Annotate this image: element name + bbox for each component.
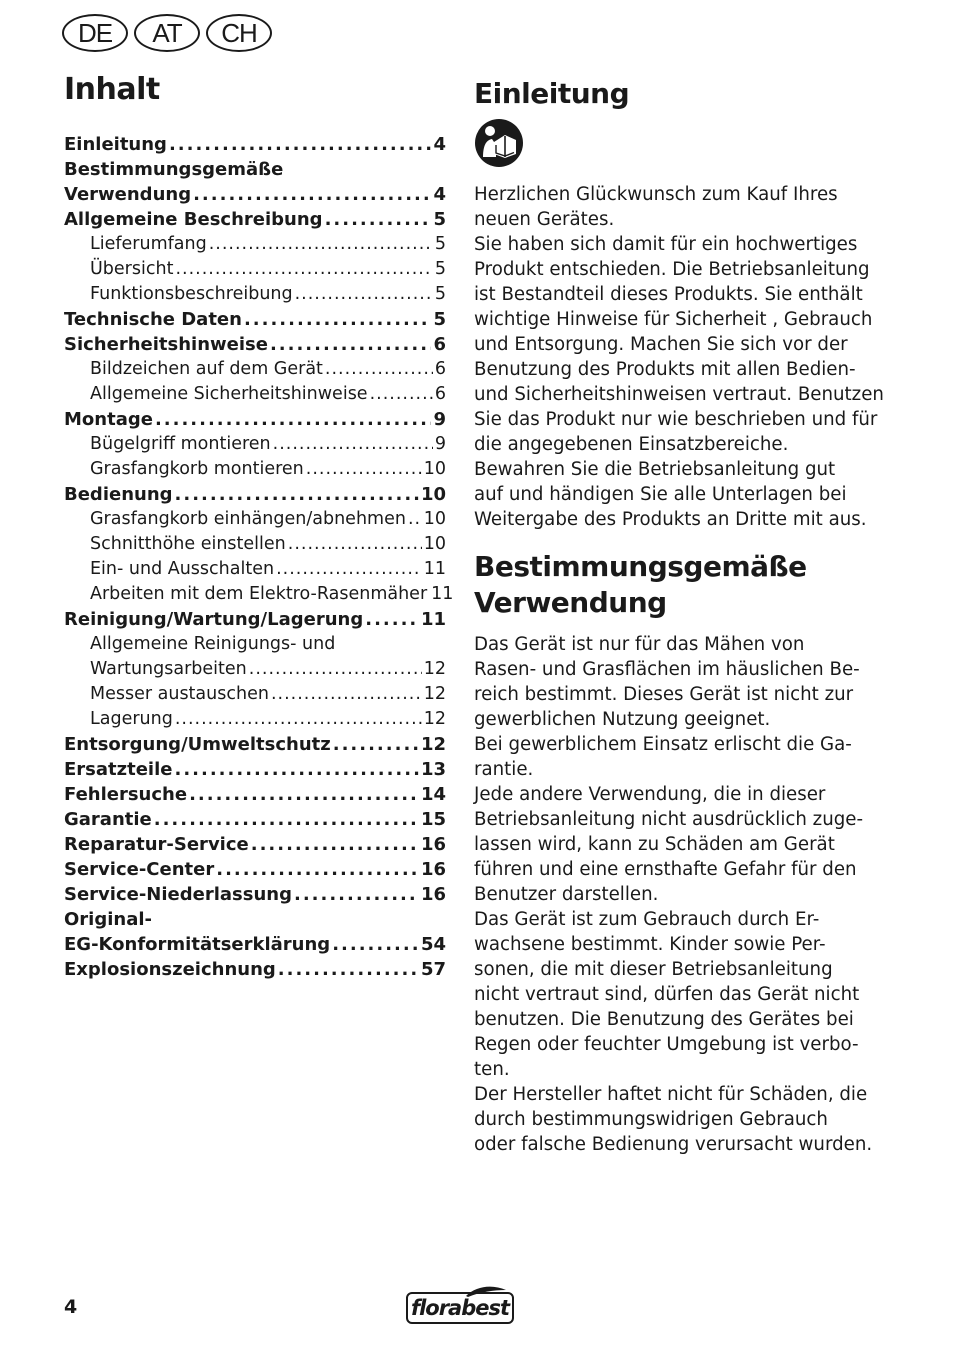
toc-entry-page: 54	[420, 934, 446, 955]
toc-entry-label: Wartungsarbeiten	[90, 659, 247, 679]
country-badge-at: AT	[134, 14, 200, 52]
brand-logo	[406, 1284, 516, 1326]
toc-entry-leader	[249, 657, 422, 682]
toc-entry-label: Funktionsbeschreibung	[90, 284, 293, 304]
toc-entry-leader	[175, 257, 432, 282]
toc-entry-label: Entsorgung/Umweltschutz	[64, 734, 331, 755]
toc-entry	[64, 382, 446, 407]
toc-entry	[64, 957, 446, 982]
toc-entry-leader	[306, 457, 422, 482]
text-line: Bewahren Sie die Betriebsanleitung gut	[474, 459, 836, 480]
text-line: lassen wird, kann zu Schäden am Gerät	[474, 834, 835, 855]
text-line: führen und eine ernsthafte Gefahr für den	[474, 859, 857, 880]
toc-entry	[64, 482, 446, 507]
text-line: nicht vertraut sind, dürfen das Gerät nicht	[474, 984, 860, 1005]
toc-entry	[64, 132, 446, 157]
toc-entry-leader	[193, 182, 431, 207]
text-line: wichtige Hinweise für Sicherheit , Gebrauch	[474, 309, 873, 330]
toc-entry-page: 5	[434, 234, 446, 254]
text-line: Regen oder feuchter Umgebung ist verbo-	[474, 1034, 859, 1055]
toc-entry-page: 5	[434, 284, 446, 304]
toc-entry-page: 12	[420, 734, 446, 755]
toc-entry-label: Grasfangkorb einhängen/abnehmen	[90, 509, 406, 529]
text-line: die angegebenen Einsatzbereiche.	[474, 434, 789, 455]
toc-entry-label: Sicherheitshinweise	[64, 334, 268, 355]
toc-entry-page: 10	[423, 459, 446, 479]
toc-entry	[64, 507, 446, 532]
toc-entry-page: 14	[420, 784, 446, 805]
text-line: neuen Gerätes.	[474, 209, 615, 230]
toc-entry	[64, 282, 446, 307]
toc-entry-page: 9	[433, 409, 446, 430]
toc-entry-label: Lieferumfang	[90, 234, 207, 254]
intended-use-heading-line1: Bestimmungsgemäße	[474, 550, 807, 583]
toc-entry-label: Original-	[64, 909, 153, 930]
toc-entry	[64, 457, 446, 482]
toc-entry-page: 4	[433, 134, 446, 155]
toc-entry	[64, 807, 446, 832]
text-line: Benutzung des Produkts mit allen Bedien-	[474, 359, 856, 380]
toc-entry-label: Grasfangkorb montieren	[90, 459, 304, 479]
toc-entry-label: Verwendung	[64, 184, 192, 205]
toc-entry	[64, 332, 446, 357]
text-line: durch bestimmungswidrigen Gebrauch	[474, 1109, 828, 1130]
toc-entry	[64, 432, 446, 457]
toc-entry	[64, 532, 446, 557]
toc-entry-leader	[273, 432, 433, 457]
toc-entry	[64, 707, 446, 732]
text-line: und Sicherheitshinweisen vertraut. Benutzen	[474, 384, 884, 405]
intro-heading: Einleitung	[474, 77, 630, 110]
toc-entry-page: 5	[433, 309, 446, 330]
toc-entry-leader	[154, 807, 419, 832]
toc-entry-leader	[251, 832, 419, 857]
toc-entry-leader	[189, 782, 419, 807]
toc-entry-leader	[294, 882, 419, 907]
toc-entry-page: 6	[433, 334, 446, 355]
text-line: Das Gerät ist zum Gebrauch durch Er-	[474, 909, 820, 930]
toc-entry	[64, 157, 446, 182]
toc-entry-leader	[295, 282, 433, 307]
text-line: Betriebsanleitung nicht ausdrücklich zuge-	[474, 809, 864, 830]
toc-entry	[64, 782, 446, 807]
toc-entry-page: 6	[434, 359, 446, 379]
toc-entry-label: Montage	[64, 409, 153, 430]
toc-entry	[64, 232, 446, 257]
country-badge-de: DE	[62, 14, 128, 52]
toc-entry-page: 11	[420, 609, 446, 630]
toc-entry-label: Technische Daten	[64, 309, 242, 330]
toc-entry	[64, 557, 446, 582]
toc-entry-page: 16	[420, 859, 446, 880]
text-line: Der Hersteller haftet nicht für Schäden, die	[474, 1084, 868, 1105]
text-line: Produkt entschieden. Die Betriebsanleitung	[474, 259, 870, 280]
toc-entry-leader	[365, 607, 419, 632]
toc-entry-label: Reinigung/Wartung/Lagerung	[64, 609, 364, 630]
text-line: Benutzer darstellen.	[474, 884, 659, 905]
toc-entry-page: 9	[434, 434, 446, 454]
toc-entry-label: Lagerung	[90, 709, 173, 729]
read-manual-icon	[474, 118, 524, 168]
toc-entry-page: 10	[423, 509, 446, 529]
toc-entry-leader	[370, 382, 433, 407]
text-line: benutzen. Die Benutzung des Gerätes bei	[474, 1009, 854, 1030]
toc-entry	[64, 907, 446, 932]
toc-entry-label: Bestimmungsgemäße	[64, 159, 284, 180]
toc-entry-leader	[325, 207, 432, 232]
toc-entry-label: Fehlersuche	[64, 784, 188, 805]
toc-entry-leader	[175, 707, 422, 732]
toc-entry-leader	[271, 682, 422, 707]
toc-entry-leader	[332, 932, 419, 957]
text-line: oder falsche Bedienung verursacht wurden.	[474, 1134, 873, 1155]
toc-entry	[64, 307, 446, 332]
intended-use-paragraph	[474, 632, 873, 1157]
toc-entry-leader	[175, 482, 419, 507]
toc-entry	[64, 682, 446, 707]
text-line: Rasen- und Grasflächen im häuslichen Be-	[474, 659, 860, 680]
toc-entry	[64, 757, 446, 782]
toc-entry	[64, 357, 446, 382]
text-line: rantie.	[474, 759, 534, 780]
text-line: Sie das Produkt nur wie beschrieben und für	[474, 409, 878, 430]
toc-entry	[64, 257, 446, 282]
toc-entry-label: Ersatzteile	[64, 759, 173, 780]
toc-entry	[64, 932, 446, 957]
toc-entry	[64, 407, 446, 432]
toc-entry-label: Service-Niederlassung	[64, 884, 292, 905]
toc-title: Inhalt	[64, 72, 160, 107]
toc-entry	[64, 182, 446, 207]
toc-entry	[64, 882, 446, 907]
intended-use-heading	[474, 549, 807, 621]
toc-entry-label: Reparatur-Service	[64, 834, 249, 855]
text-line: ist Bestandteil dieses Produkts. Sie enthält	[474, 284, 863, 305]
toc-entry	[64, 207, 446, 232]
toc-entry-page: 13	[420, 759, 446, 780]
toc-entry-label: EG-Konformitätserklärung	[64, 934, 331, 955]
text-line: gewerblichen Nutzung geeignet.	[474, 709, 771, 730]
text-line: Jede andere Verwendung, die in dieser	[474, 784, 826, 805]
toc-entry-label: Bildzeichen auf dem Gerät	[90, 359, 323, 379]
toc-entry-label: Allgemeine Reinigungs- und	[90, 634, 336, 654]
toc-entry-label: Bügelgriff montieren	[90, 434, 271, 454]
intro-paragraph	[474, 182, 884, 532]
toc-entry-page: 11	[423, 559, 446, 579]
toc-entry-leader	[408, 507, 422, 532]
text-line: Herzlichen Glückwunsch zum Kauf Ihres	[474, 184, 838, 205]
toc-entry-leader	[288, 532, 422, 557]
toc-entry	[64, 832, 446, 857]
toc-entry	[64, 582, 454, 607]
toc-entry-page: 5	[434, 259, 446, 279]
toc-entry-label: Messer austauschen	[90, 684, 269, 704]
toc-entry	[64, 857, 446, 882]
brand-logo-text: florabest	[406, 1292, 514, 1324]
toc-entry-label: Schnitthöhe einstellen	[90, 534, 286, 554]
toc-entry-page: 57	[420, 959, 446, 980]
country-badges	[62, 14, 272, 52]
toc-entry-leader	[209, 232, 433, 257]
toc-entry-label: Garantie	[64, 809, 152, 830]
country-badge-ch: CH	[206, 14, 272, 52]
toc-entry-label: Ein- und Ausschalten	[90, 559, 275, 579]
text-line: Bei gewerblichem Einsatz erlischt die Ga-	[474, 734, 852, 755]
toc-entry-leader	[333, 732, 419, 757]
table-of-contents	[64, 132, 454, 982]
toc-entry-leader	[278, 957, 419, 982]
text-line: auf und händigen Sie alle Unterlagen bei	[474, 484, 847, 505]
text-line: Das Gerät ist nur für das Mähen von	[474, 634, 805, 655]
text-line: und Entsorgung. Machen Sie sich vor der	[474, 334, 848, 355]
toc-entry-page: 16	[420, 884, 446, 905]
toc-entry-leader	[325, 357, 433, 382]
toc-entry-leader	[155, 407, 432, 432]
toc-entry-label: Arbeiten mit dem Elektro-Rasenmäher	[90, 584, 428, 604]
toc-entry-page: 11	[431, 584, 454, 604]
toc-entry-label: Explosionszeichnung	[64, 959, 276, 980]
toc-entry-page: 12	[423, 684, 446, 704]
text-line: sonen, die mit dieser Betriebsanleitung	[474, 959, 833, 980]
toc-entry-leader	[276, 557, 422, 582]
toc-entry-page: 6	[434, 384, 446, 404]
toc-entry-page: 10	[423, 534, 446, 554]
toc-entry	[64, 657, 446, 682]
toc-entry-page: 10	[420, 484, 446, 505]
toc-entry-label: Bedienung	[64, 484, 173, 505]
text-line: reich bestimmt. Dieses Gerät ist nicht zur	[474, 684, 854, 705]
toc-entry	[64, 732, 446, 757]
toc-entry	[64, 607, 446, 632]
toc-entry-page: 15	[420, 809, 446, 830]
text-line: Sie haben sich damit für ein hochwertiges	[474, 234, 858, 255]
toc-entry-page: 5	[433, 209, 446, 230]
toc-entry-leader	[169, 132, 432, 157]
toc-entry-page: 12	[423, 659, 446, 679]
toc-entry-leader	[216, 857, 419, 882]
toc-entry-label: Allgemeine Sicherheitshinweise	[90, 384, 368, 404]
text-line: Weitergabe des Produkts an Dritte mit aus.	[474, 509, 867, 530]
toc-entry-label: Übersicht	[90, 259, 174, 279]
toc-entry-page: 4	[433, 184, 446, 205]
toc-entry-leader	[244, 307, 432, 332]
toc-entry	[64, 632, 446, 657]
text-line: wachsene bestimmt. Kinder sowie Per-	[474, 934, 826, 955]
toc-entry-page: 16	[420, 834, 446, 855]
intended-use-heading-line2: Verwendung	[474, 586, 667, 619]
toc-entry-label: Allgemeine Beschreibung	[64, 209, 323, 230]
toc-entry-leader	[270, 332, 432, 357]
toc-entry-label: Service-Center	[64, 859, 215, 880]
toc-entry-leader	[174, 757, 418, 782]
toc-entry-label: Einleitung	[64, 134, 167, 155]
toc-entry-page: 12	[423, 709, 446, 729]
page-number: 4	[64, 1296, 78, 1318]
text-line: ten.	[474, 1059, 510, 1080]
